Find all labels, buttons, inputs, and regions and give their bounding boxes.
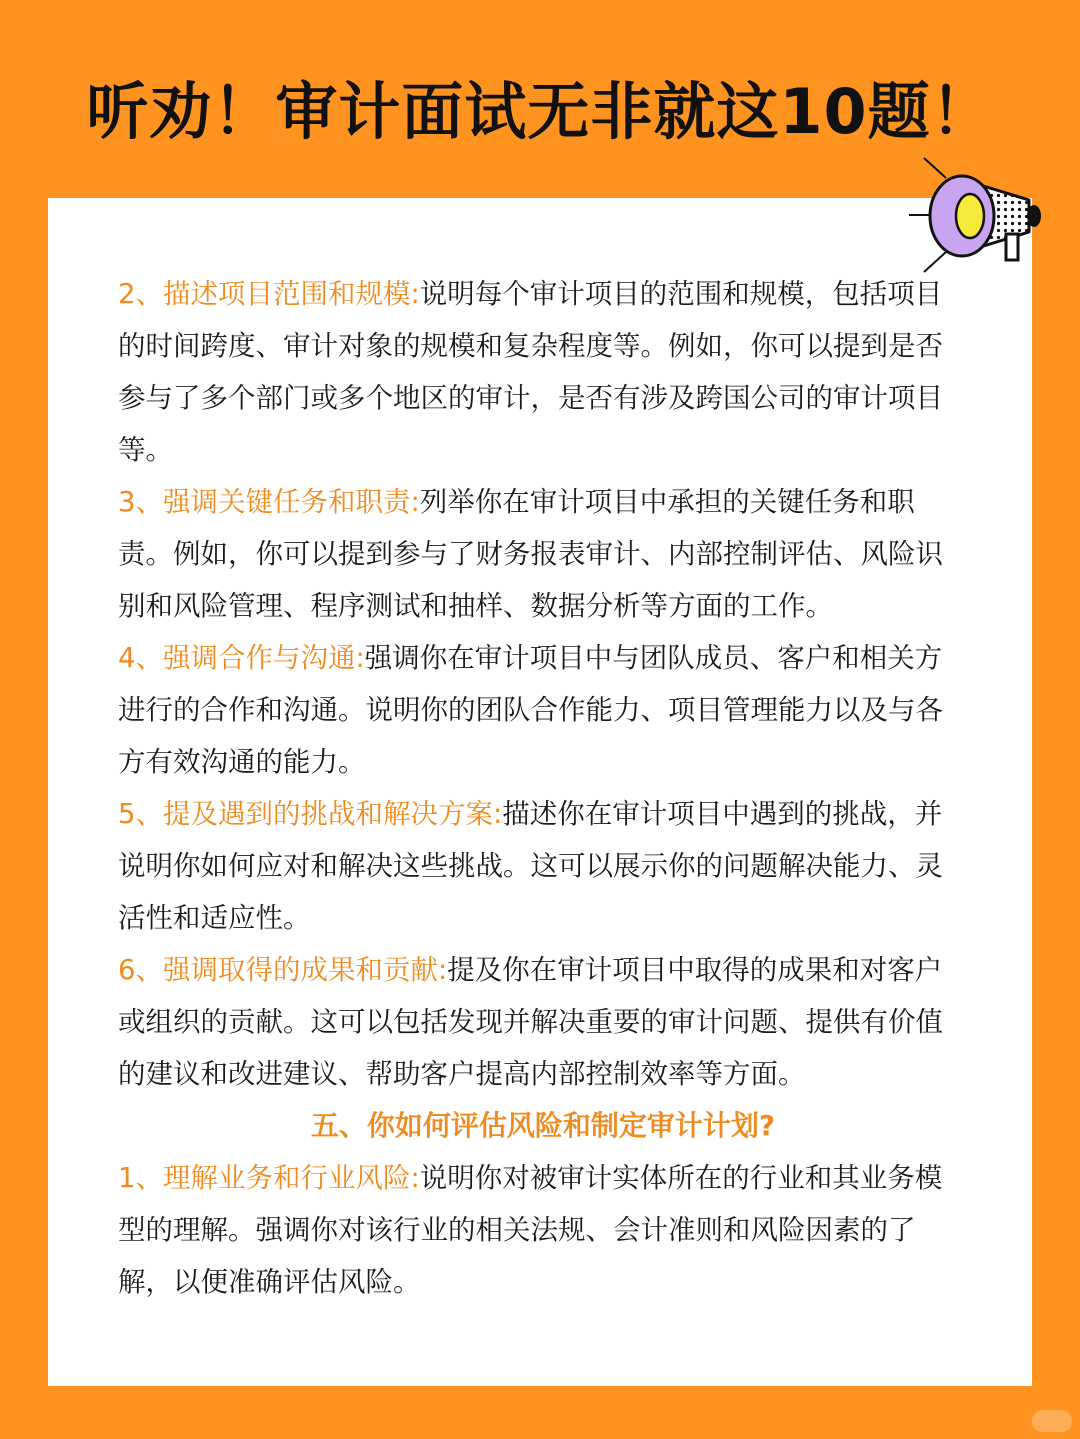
section-heading: 五、你如何评估风险和制定审计计划? — [310, 1109, 776, 1142]
paragraph-lead: 6、强调取得的成果和贡献: — [118, 954, 448, 986]
paragraph-body: 提及你在审计项目中取得的成果和对客户或组织的贡献。这可以包括发现并解决重要的审计问题、提供有价值的建议和改进建议、帮助客户提高内部控制效率等方面。 — [118, 954, 943, 1090]
paragraph-body: 强调你在审计项目中与团队成员、客户和相关方进行的合作和沟通。说明你的团队合作能力、项目管理能力以及与各方有效沟通的能力。 — [118, 642, 943, 778]
section-part1 — [118, 268, 968, 1100]
numbered-paragraph — [118, 268, 968, 476]
watermark-badge — [1032, 1410, 1072, 1432]
paragraph-body: 说明你对被审计实体所在的行业和其业务模型的理解。强调你对该行业的相关法规、会计准则和风险因素的了解，以便准确评估风险。 — [118, 1162, 943, 1298]
megaphone-icon — [904, 150, 1054, 280]
paragraph-lead: 2、描述项目范围和规模: — [118, 278, 420, 310]
article-body — [118, 268, 968, 1308]
numbered-paragraph — [118, 476, 968, 632]
paragraph-lead: 5、提及遇到的挑战和解决方案: — [118, 798, 503, 830]
paragraph-body: 描述你在审计项目中遇到的挑战，并说明你如何应对和解决这些挑战。这可以展示你的问题解决能力、灵活性和适应性。 — [118, 798, 943, 934]
paragraph-lead: 1、理解业务和行业风险: — [118, 1162, 420, 1194]
numbered-paragraph — [118, 1152, 968, 1308]
paragraph-lead: 3、强调关键任务和职责: — [118, 486, 420, 518]
numbered-paragraph — [118, 788, 968, 944]
numbered-paragraph — [118, 632, 968, 788]
paragraph-body: 列举你在审计项目中承担的关键任务和职责。例如，你可以提到参与了财务报表审计、内部控制评估、风险识别和风险管理、程序测试和抽样、数据分析等方面的工作。 — [118, 486, 943, 622]
paragraph-body: 说明每个审计项目的范围和规模，包括项目的时间跨度、审计对象的规模和复杂程度等。例如，你可以提到是否参与了多个部门或多个地区的审计，是否有涉及跨国公司的审计项目等。 — [118, 278, 943, 466]
numbered-paragraph — [118, 944, 968, 1100]
paragraph-lead: 4、强调合作与沟通: — [118, 642, 365, 674]
section-part2 — [118, 1152, 968, 1308]
page-title: 听劝！审计面试无非就这10题！ — [86, 75, 994, 148]
